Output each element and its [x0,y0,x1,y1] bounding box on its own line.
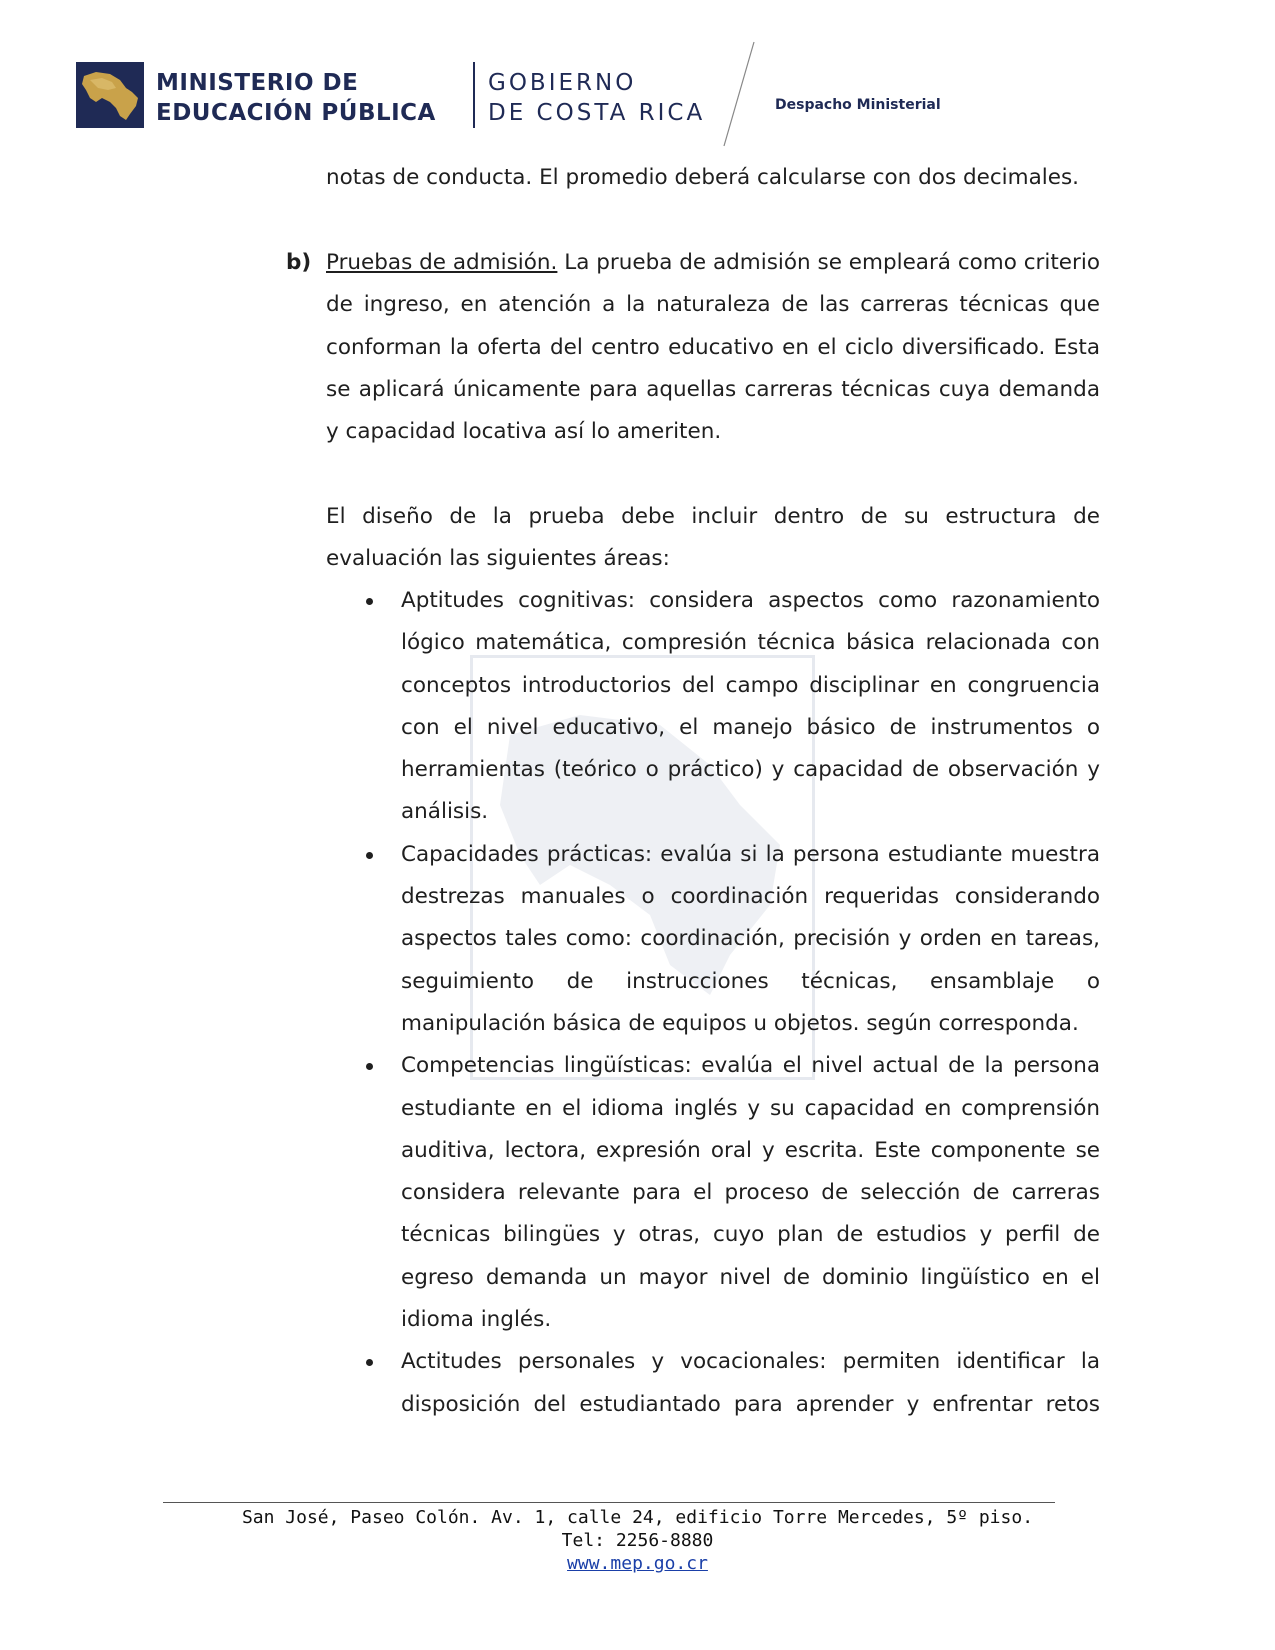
list-item-text: Capacidades prácticas: evalúa si la persona estudiante muestra destrezas manuales o coordinación requeridas considerando aspectos tales como: coordinación, precisión y orden en tareas, seguimiento de instrucciones técnicas, ensamblaje o manipulación básica de equipos u objetos. según corresponda. [401,841,1100,1036]
costa-rica-map-icon [76,62,144,128]
footer [163,1506,1112,1575]
areas-list [361,580,1100,1426]
government-name [488,68,705,128]
continuation-paragraph: notas de conducta. El promedio deberá calcularse con dos decimales. [326,165,1080,190]
footer-divider [163,1502,1055,1503]
list-item [361,580,1100,834]
government-line-1: GOBIERNO [488,70,637,96]
header-divider [473,62,475,128]
item-b-marker: b) [286,250,312,275]
design-paragraph: El diseño de la prueba debe incluir dentro de su estructura de evaluación las siguientes áreas: [326,504,1100,572]
list-item [361,1045,1100,1341]
footer-phone: Tel: 2256-8880 [561,1530,714,1551]
list-item-text: Actitudes personales y vocacionales: permiten identificar la disposición del estudiantado para aprender y enfrentar retos [401,1349,1100,1417]
list-item [361,834,1100,1045]
item-b-text: La prueba de admisión se empleará como criterio de ingreso, en atención a la naturaleza de las carreras técnicas que conforman la oferta del centro educativo en el ciclo diversificado. Esta se aplicará únicamente para aquellas carreras técnicas cuya demanda y capacidad locativa así lo ameriten. [326,250,1100,445]
item-b [286,242,1100,453]
header-slash-divider [720,40,760,150]
item-b-content [326,242,1100,453]
list-item-text: Competencias lingüísticas: evalúa el nivel actual de la persona estudiante en el idioma inglés y su capacidad en comprensión auditiva, lectora, expresión oral y escrita. Este componente se considera relevante para el proceso de selección de carreras técnicas bilingües y otras, cuyo plan de estudios y perfil de egreso demanda un mayor nivel de dominio lingüístico en el idioma inglés. [401,1053,1100,1333]
ministry-line-2: EDUCACIÓN PÚBLICA [156,100,436,126]
footer-address: San José, Paseo Colón. Av. 1, calle 24, edificio Torre Mercedes, 5º piso. [241,1507,1034,1528]
government-line-2: DE COSTA RICA [488,100,706,126]
item-b-heading: Pruebas de admisión. [326,250,558,275]
website-link[interactable]: www.mep.go.cr [567,1553,708,1574]
office-name: Despacho Ministerial [775,97,941,113]
mep-logo [76,62,144,128]
ministry-name [156,68,436,128]
list-item-text: Aptitudes cognitivas: considera aspectos como razonamiento lógico matemática, compresión técnica básica relacionada con conceptos introductorios del campo disciplinar en congruencia con el nivel educativo, el manejo básico de instrumentos o herramientas (teórico o práctico) y capacidad de observación y análisis. [401,588,1100,825]
list-item [361,1341,1100,1426]
ministry-line-1: MINISTERIO DE [156,70,359,96]
